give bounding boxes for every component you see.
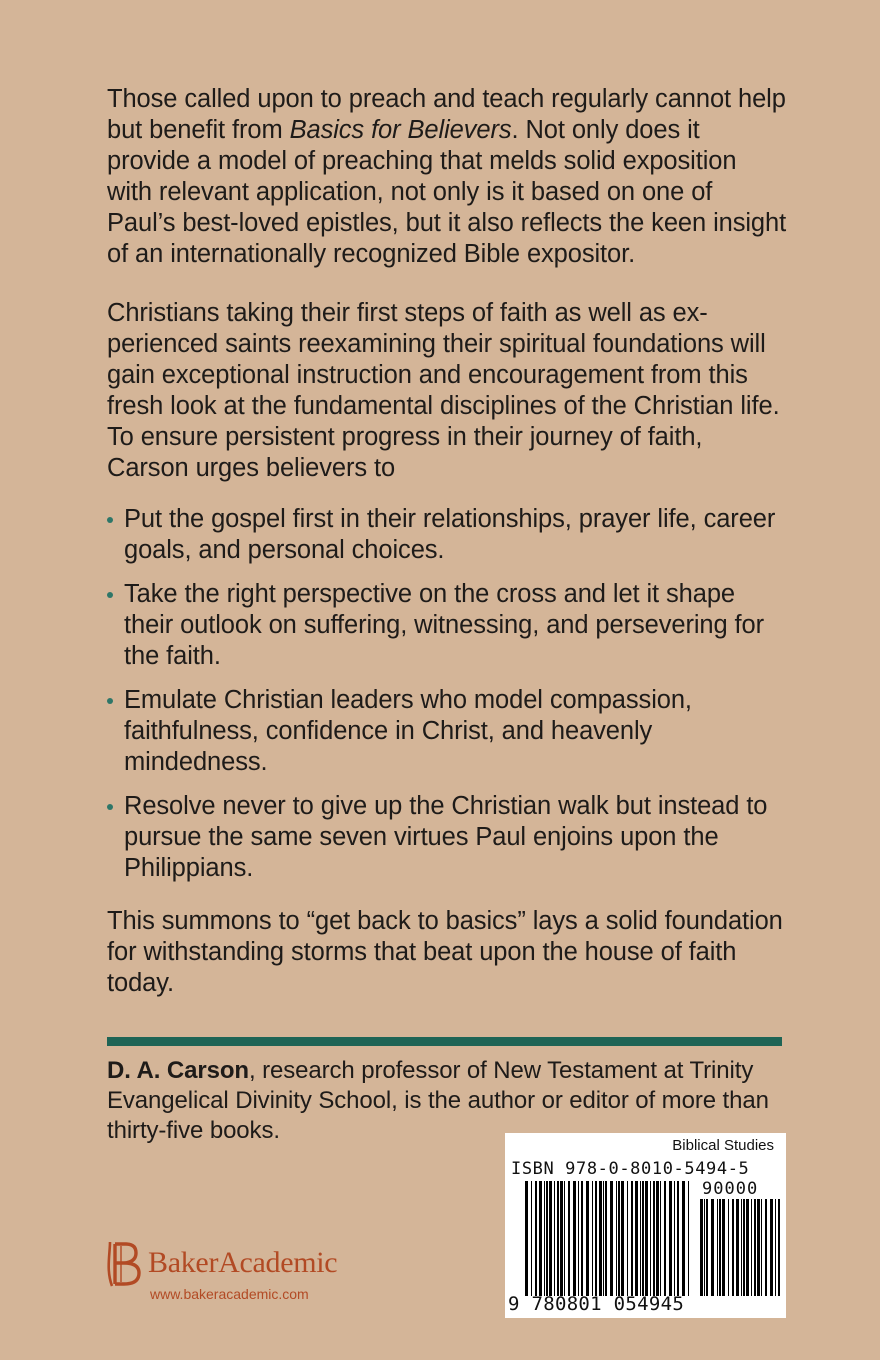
bullet-icon [107, 698, 113, 704]
author-bio: D. A. Carson, research professor of New Testament at Trinity Evangelical Divinity School, is the author or editor of more than thirty-five books. [107, 1057, 769, 1144]
price-code: 90000 [702, 1179, 759, 1199]
isbn-text: ISBN 978-0-8010-5494-5 [511, 1159, 750, 1179]
barcode-addon-icon [700, 1199, 780, 1296]
author-name: D. A. Carson [107, 1057, 249, 1084]
publisher-name: BakerAcademic [148, 1246, 338, 1279]
list-item: Take the right perspective on the cross and let it shape their outlook on suffering, witnessing, and persevering for the faith. [107, 579, 787, 672]
book-title: Basics for Believers [289, 116, 512, 144]
bullet-icon [107, 592, 113, 598]
barcode-main-icon [525, 1181, 690, 1296]
baker-b-logo-icon [104, 1240, 144, 1288]
divider-rule [107, 1037, 782, 1046]
list-item: Put the gospel first in their relationships, prayer life, career goals, and personal choices. [107, 504, 787, 566]
list-item: Resolve never to give up the Christian walk but instead to pursue the same seven virtues Paul enjoins upon the Philippians. [107, 791, 787, 884]
bullet-icon [107, 517, 113, 523]
intro-paragraph: Those called upon to preach and teach regularly cannot help but benefit from Basics for Believers. Not only does it provide a model of preaching that melds solid exposition with relevant application, not only is it based on one of Paul’s best-loved epistles, but it also reflects the keen insight of an internationally recognized Bible expositor. [107, 85, 787, 268]
list-item: Emulate Christian leaders who model compassion, faithfulness, confidence in Christ, and heavenly mindedness. [107, 685, 787, 778]
publisher-url: www.bakeracademic.com [150, 1286, 309, 1302]
bullet-icon [107, 804, 113, 810]
closing-paragraph: This summons to “get back to basics” lays a solid foundation for withstanding storms that beat upon the house of faith today. [107, 907, 783, 997]
barcode-panel [505, 1133, 786, 1318]
back-cover-copy [107, 84, 787, 999]
bullet-list [107, 504, 787, 884]
category-label: Biblical Studies [672, 1137, 774, 1154]
second-paragraph: Christians taking their first steps of faith as well as experienced saints reexamining their spiritual foundations will gain exceptional instruction and encouragement from this fresh look at the fundamental disciplines of the Christian life. To ensure persistent progress in their journey of faith, Carson urges believers to [107, 299, 780, 482]
publisher-logo [104, 1240, 404, 1290]
barcode-digits: 9 780801 054945 [508, 1293, 685, 1315]
